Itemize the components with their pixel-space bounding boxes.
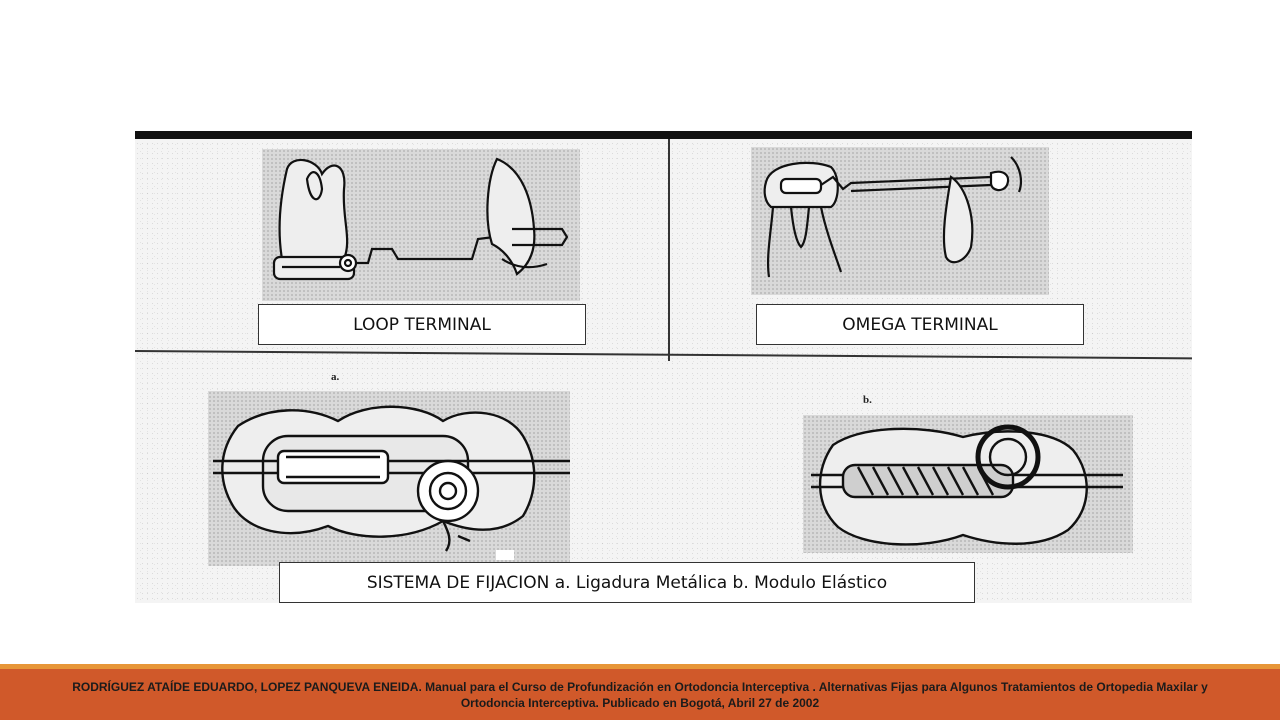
fixation-system-caption: SISTEMA DE FIJACION a. Ligadura Metálica b. Modulo Elástico bbox=[279, 562, 975, 603]
scanned-figure bbox=[135, 131, 1192, 603]
metal-ligature-drawing bbox=[208, 391, 570, 566]
figure-vertical-divider bbox=[668, 139, 670, 361]
omega-terminal-drawing bbox=[751, 147, 1049, 295]
letter-b: b. bbox=[863, 394, 872, 406]
scan-artifact bbox=[496, 550, 514, 560]
figure-top-bar bbox=[135, 131, 1192, 139]
elastic-module-drawing bbox=[803, 415, 1133, 553]
figure-horizontal-divider bbox=[135, 350, 1192, 359]
footer-citation: RODRÍGUEZ ATAÍDE EDUARDO, LOPEZ PANQUEVA ENEIDA. Manual para el Curso de Profundización en Ortodoncia Interceptiva . Alternativas Fijas para Algunos Tratamientos de Ortopedia Maxilar y Ortodoncia Interceptiva. Publicado en Bogotá, Abril 27 de 2002 bbox=[72, 679, 1208, 710]
footer-citation-bar bbox=[0, 669, 1280, 720]
loop-terminal-drawing bbox=[262, 149, 580, 301]
omega-terminal-label: OMEGA TERMINAL bbox=[756, 304, 1084, 345]
letter-a: a. bbox=[331, 371, 340, 383]
loop-terminal-label: LOOP TERMINAL bbox=[258, 304, 586, 345]
